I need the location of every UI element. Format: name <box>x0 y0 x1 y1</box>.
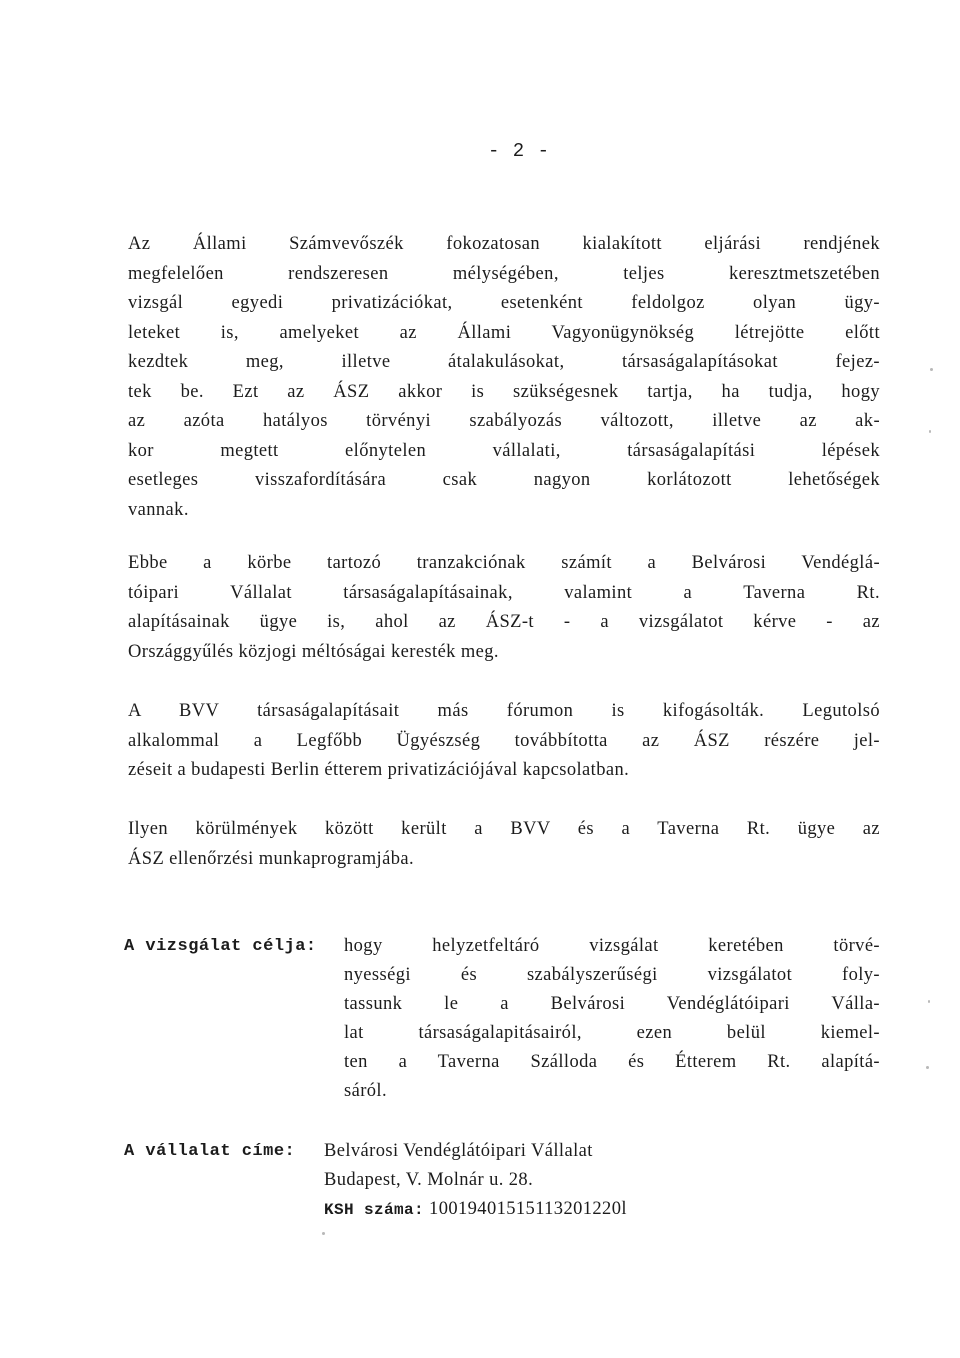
paragraph-line: leteket is, amelyeket az Állami Vagyonügynökség létrejötte előtt <box>128 322 880 343</box>
scan-speck <box>929 430 931 433</box>
paragraph-line: Az Állami Számvevőszék fokozatosan kialakított eljárási rendjének <box>128 234 880 254</box>
paragraph-line: Ilyen körülmények között került a BVV és a Taverna Rt. ügye az <box>128 819 880 839</box>
paragraph-work-program <box>128 815 880 874</box>
paragraph-line: tek be. Ezt az ÁSZ akkor is szükségesnek tartja, ha tudja, hogy <box>128 381 880 402</box>
purpose-text <box>344 932 880 1106</box>
company-name: Belvárosi Vendéglátóipari Vállalat <box>324 1141 593 1161</box>
scan-speck <box>928 1000 930 1003</box>
purpose-line: nyességi és szabályszerűségi vizsgálatot foly- <box>344 965 880 985</box>
purpose-line: ten a Taverna Szálloda és Étterem Rt. alapítá- <box>344 1052 880 1072</box>
purpose-line: lat társaságalapitásairól, ezen belül kiemel- <box>344 1023 880 1043</box>
company-address-label: A vállalat címe: <box>124 1142 296 1161</box>
paragraph-intro <box>128 230 880 525</box>
scan-speck <box>926 1066 929 1069</box>
paragraph-line: kor megtett előnytelen vállalati, társaságalapítási lépések <box>128 440 880 461</box>
scan-speck <box>322 1232 325 1235</box>
company-details <box>324 1137 744 1225</box>
company-ksh <box>324 1195 744 1225</box>
paragraph-line: zéseit a budapesti Berlin étterem privatizációjával kapcsolatban. <box>128 760 630 780</box>
paragraph-line: kezdtek meg, illetve átalakulásokat, társaságalapításokat fejez- <box>128 352 880 372</box>
paragraph-line: Ebbe a körbe tartozó tranzakciónak számít a Belvárosi Vendéglá- <box>128 553 880 573</box>
paragraph-line: A BVV társaságalapításait más fórumon is kifogásolták. Legutolsó <box>128 701 880 721</box>
purpose-line: tassunk le a Belvárosi Vendéglátóipari Válla- <box>344 994 880 1014</box>
purpose-line: sáról. <box>344 1081 387 1101</box>
ksh-label: KSH száma: <box>324 1201 425 1219</box>
paragraph-line: vizsgál egyedi privatizációkat, esetenként feldolgoz olyan ügy- <box>128 293 880 313</box>
purpose-line: hogy helyzetfeltáró vizsgálat keretében törvé- <box>344 936 880 956</box>
purpose-label: A vizsgálat célja: <box>124 937 317 956</box>
paragraph-line: vannak. <box>128 499 189 520</box>
ksh-number: 10019401515113201220l <box>429 1199 627 1219</box>
paragraph-transaction <box>128 549 880 667</box>
paragraph-line: alkalommal a Legfőbb Ügyészség továbbította az ÁSZ részére jel- <box>128 730 880 751</box>
company-address: Budapest, V. Molnár u. 28. <box>324 1170 534 1190</box>
page-number: - 2 - <box>488 140 551 162</box>
paragraph-line: Országgyűlés közjogi méltóságai keresték meg. <box>128 641 499 662</box>
paragraph-line: alapításainak ügye is, ahol az ÁSZ-t - a vizsgálatot kérve - az <box>128 612 880 632</box>
paragraph-line: esetleges visszafordítására csak nagyon korlátozott lehetőségek <box>128 470 880 490</box>
paragraph-line: az azóta hatályos törvényi szabályozás változott, illetve az ak- <box>128 411 880 431</box>
paragraph-line: tóipari Vállalat társaságalapításainak, valamint a Taverna Rt. <box>128 582 880 603</box>
paragraph-line: ÁSZ ellenőrzési munkaprogramjába. <box>128 848 414 869</box>
paragraph-line: megfelelően rendszeresen mélységében, teljes keresztmetszetében <box>128 263 880 284</box>
paragraph-bvv-objections <box>128 697 880 786</box>
scan-speck <box>930 368 933 371</box>
